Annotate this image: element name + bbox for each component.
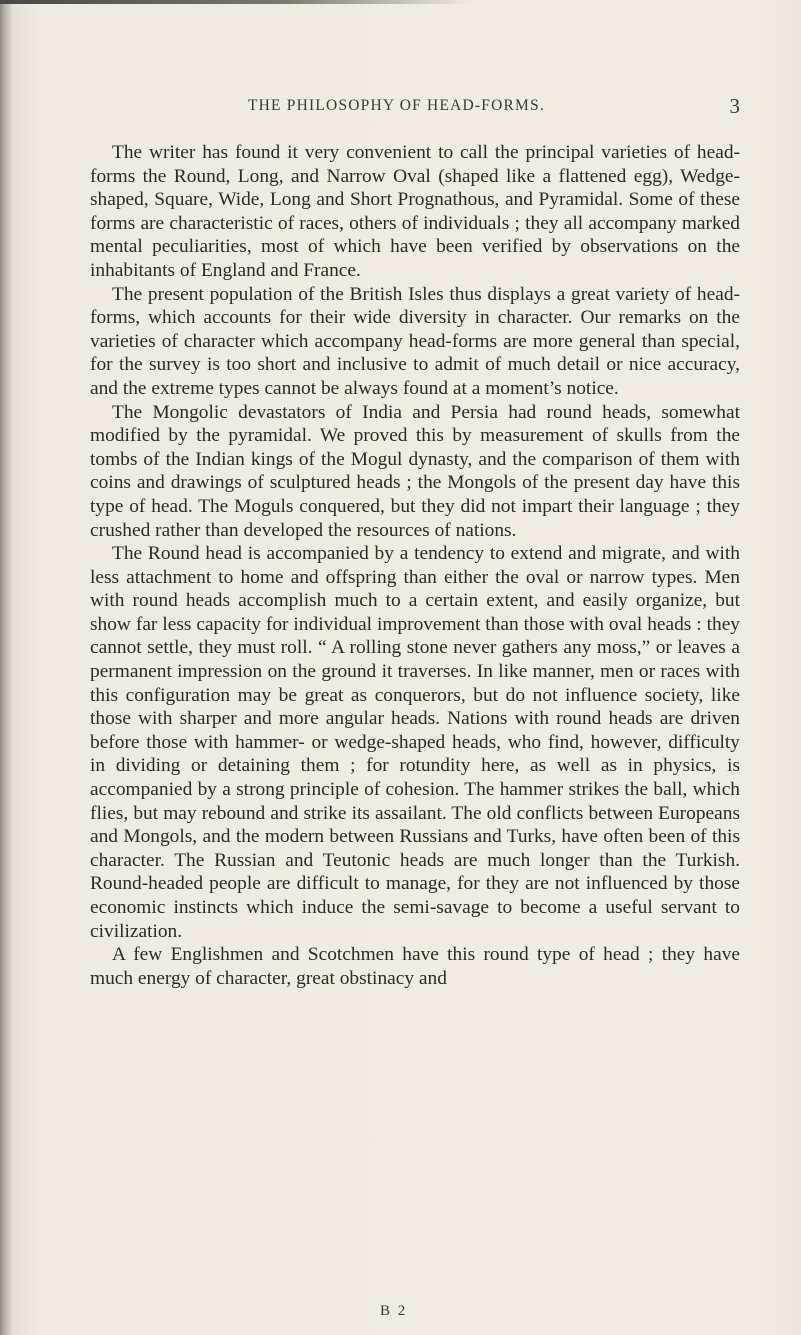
paragraph: The present population of the British Isles thus displays a great variety of head-forms, which accounts for their wide diversity in character. Our remarks on the varieties of character which accompany head-forms are more general than special, for the survey is too short and inclusive to admit of much detail or nice accuracy, and the extreme types cannot be always found at a moment’s notice.: [90, 283, 740, 399]
paragraph: The Mongolic devastators of India and Persia had round heads, somewhat modified by the pyramidal. We proved this by measurement of skulls from the tombs of the Indian kings of the Mogul dynasty, and the comparison of them with coins and drawings of sculptured heads ; the Mongols of the present day have this type of head. The Moguls conquered, but they did not impart their language ; they crushed rather than developed the resources of nations.: [90, 401, 740, 541]
paragraph: The writer has found it very convenient to call the principal varieties of head-forms the Round, Long, and Narrow Oval (shaped like a flattened egg), Wedge-shaped, Square, Wide, Long and Short Prognathous, and Pyramidal. Some of these forms are characteristic of races, others of individuals ; they all accompany marked mental peculiarities, most of which have been verified by observations on the inhabitants of England and France.: [90, 142, 740, 281]
page-number: 3: [729, 94, 740, 118]
paragraph: The Round head is accompanied by a tendency to extend and migrate, and with less attachment to home and offspring than either the oval or narrow types. Men with round heads accomplish much to a certain extent, and easily organize, but show far less capacity for individual improvement than those with oval heads : they cannot settle, they must roll. “ A rolling stone never gathers any moss,” or leaves a permanent impression on the ground it traverses. In like manner, men or races with this configuration may be great as conquerors, but do not influence society, like those with sharper and more angular heads. Nations with round heads are driven before those with hammer- or wedge-shaped heads, who find, however, difficulty in dividing or detaining them ; for rotundity here, as well as in physics, is accompanied by a strong principle of cohesion. The hammer strikes the ball, which flies, but may rebound and strike its assailant. The old conflicts between Europeans and Mongols, and the modern between Russians and Turks, have often been of this character. The Russian and Teutonic heads are much longer than the Turkish. Round-headed people are difficult to manage, for they are not influenced by those economic instincts which induce the semi-savage to become a useful servant to civilization.: [90, 543, 740, 942]
running-head: [90, 94, 740, 123]
running-title: THE PHILOSOPHY OF HEAD-FORMS.: [248, 97, 545, 114]
signature-mark: B 2: [380, 1303, 408, 1319]
body-text: [90, 141, 740, 990]
top-edge-rule: [0, 0, 470, 4]
paragraph: A few Englishmen and Scotchmen have this round type of head ; they have much energy of character, great obstinacy and: [90, 944, 740, 989]
binding-edge: [0, 0, 12, 1335]
